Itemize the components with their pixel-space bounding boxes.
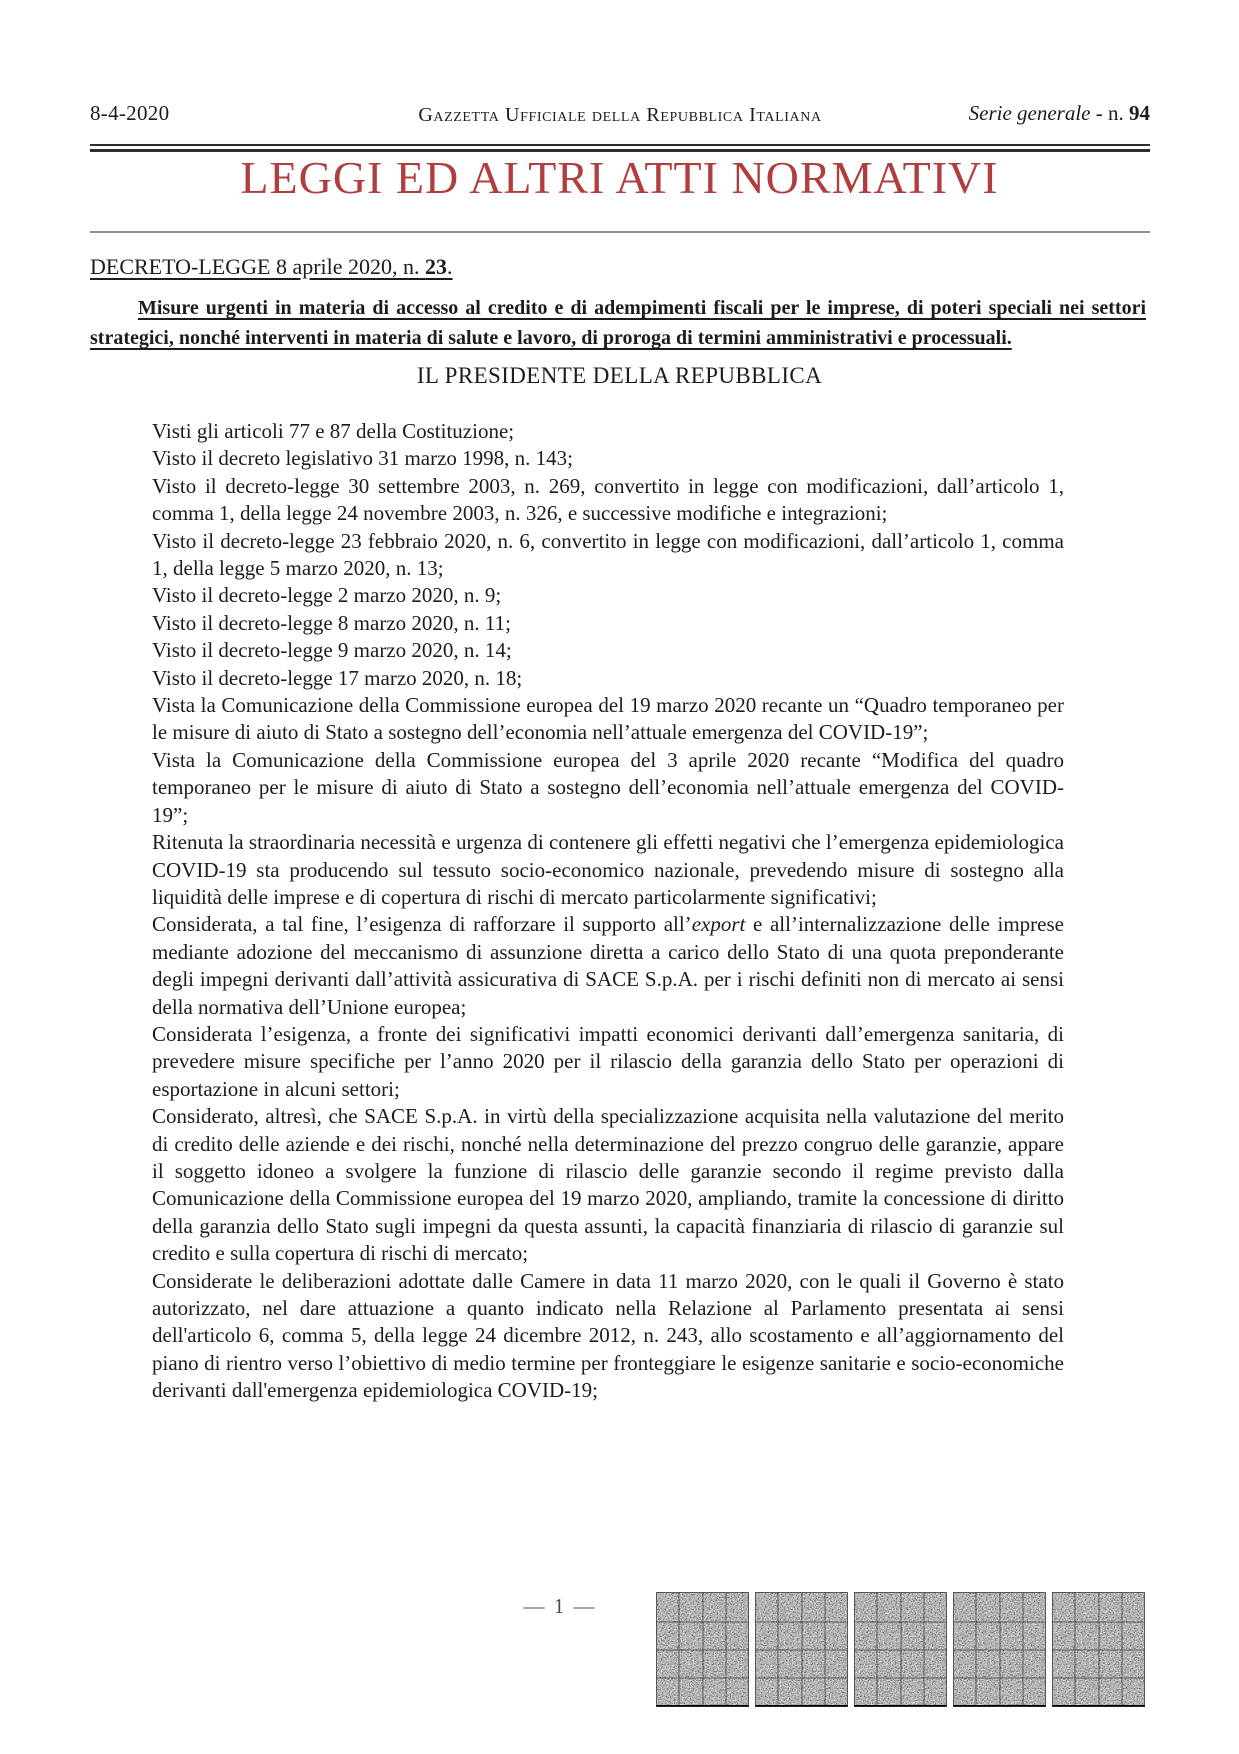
body-paragraph: Visto il decreto-legge 30 settembre 2003, n. 269, convertito in legge con modificazioni, dall’articolo 1, comma 1, della legge 24 novembre 2003, n. 326, e successive modifiche e integrazioni; [152,473,1064,526]
body-paragraph: Considerata, a tal fine, l’esigenza di rafforzare il supporto all’export e all’internalizzazione delle imprese mediante adozione del meccanismo di assunzione diretta a carico dello Stato di una quota preponderante degli impegni derivanti dall’attività assicurativa di SACE S.p.A. per i rischi definiti non di mercato ai sensi della normativa dell’Unione europea; [152,912,1064,1019]
barcode-noise-image [953,1592,1046,1707]
decree-number: 23 [425,254,448,279]
series-label: Serie generale [968,101,1091,125]
body-paragraph: Visto il decreto-legge 2 marzo 2020, n. 9; [152,583,502,608]
title-separator-rule [90,231,1150,233]
signature-barcode-block [1052,1592,1145,1707]
barcode-noise-image [656,1592,749,1707]
decree-heading [90,254,453,280]
signature-barcode-block [953,1592,1046,1707]
body-paragraph: Visto il decreto-legge 17 marzo 2020, n. 18; [152,665,523,690]
decree-heading-prefix: DECRETO-LEGGE 8 aprile 2020, n. [90,254,426,279]
body-paragraph: Vista la Comunicazione della Commissione europea del 3 aprile 2020 recante “Modifica del quadro temporaneo per le misure di aiuto di Stato a sostegno dell’economia nell’attuale emergenza del COVID-19”; [152,747,1064,827]
barcode-noise-image [854,1592,947,1707]
body-paragraphs [152,418,1064,1405]
decree-summary: Misure urgenti in materia di accesso al credito e di adempimenti fiscali per le imprese, di poteri speciali nei settori strategici, nonché interventi in materia di salute e lavoro, di proroga di termini amministrativi e processuali. [90,297,1146,349]
header-journal-title: Gazzetta Ufficiale della Repubblica Italiana [418,104,822,126]
body-paragraph: Visto il decreto-legge 9 marzo 2020, n. 14; [152,638,512,663]
header-date: 8-4-2020 [90,101,170,125]
section-title: LEGGI ED ALTRI ATTI NORMATIVI [240,152,999,203]
body-paragraph: Visto il decreto-legge 23 febbraio 2020, n. 6, convertito in legge con modificazioni, dall’articolo 1, comma 1, della legge 5 marzo 2020, n. 13; [152,528,1064,581]
signature-barcode-block [854,1592,947,1707]
page-header [90,101,1150,131]
decree-heading-suffix: . [447,254,453,279]
series-number: 94 [1129,101,1150,125]
preamble-heading: IL PRESIDENTE DELLA REPUBBLICA [416,363,823,388]
barcode-strip [656,1592,1145,1707]
body-paragraph: Vista la Comunicazione della Commissione europea del 19 marzo 2020 recante un “Quadro temporaneo per le misure di aiuto di Stato a sostegno dell’economia nell’attuale emergenza del COVID-19”; [152,693,1064,745]
page-number: — 1 — [523,1594,597,1618]
body-paragraph: Visti gli articoli 77 e 87 della Costituzione; [152,419,515,443]
signature-barcode-block [656,1592,749,1707]
body-paragraph: Considerato, altresì, che SACE S.p.A. in virtù della specializzazione acquisita nella valutazione del merito di credito delle aziende e dei rischi, nonché nella determinazione del prezzo congruo delle garanzie, appare il soggetto idoneo a svolgere la funzione di rilascio delle garanzie secondo il regime previsto dalla Comunicazione della Commissione europea del 19 marzo 2020, ampliando, tramite la concessione di diritto della garanzia dello Stato sugli impegni da questa assunti, la capacità finanziaria di rilascio di garanzie sul credito e sulla copertura di rischi di mercato; [152,1104,1064,1266]
body-paragraph: Ritenuta la straordinaria necessità e urgenza di contenere gli effetti negativi che l’emergenza epidemiologica COVID-19 sta producendo sul tessuto socio-economico nazionale, prevedendo misure di sostegno alla liquidità delle imprese e di copertura di rischi di mercato particolarmente significativi; [152,830,1064,909]
body-paragraph: Considerata l’esigenza, a fronte dei significativi impatti economici derivanti dall’emergenza sanitaria, di prevedere misure specifiche per l’anno 2020 per il rilascio della garanzia dello Stato per operazioni di esportazione in alcuni settori; [152,1021,1064,1101]
body-paragraph: Visto il decreto legislativo 31 marzo 1998, n. 143; [152,446,573,471]
header-series [969,101,1150,126]
barcode-noise-image [1052,1592,1145,1707]
body-paragraph: Visto il decreto-legge 8 marzo 2020, n. 11; [152,610,511,635]
body-paragraph: Considerate le deliberazioni adottate dalle Camere in data 11 marzo 2020, con le quali il Governo è stato autorizzato, nel dare attuazione a quanto indicato nella Relazione al Parlamento presentata ai sensi dell'articolo 6, comma 5, della legge 24 dicembre 2012, n. 243, allo scostamento e all’aggiornamento del piano di rientro verso l’obiettivo di medio termine per fronteggiare le esigenze sanitarie e socio-economiche derivanti dall'emergenza epidemiologica COVID-19; [152,1268,1064,1403]
barcode-noise-image [755,1592,848,1707]
signature-barcode-block [755,1592,848,1707]
series-separator: - n. [1090,101,1129,125]
